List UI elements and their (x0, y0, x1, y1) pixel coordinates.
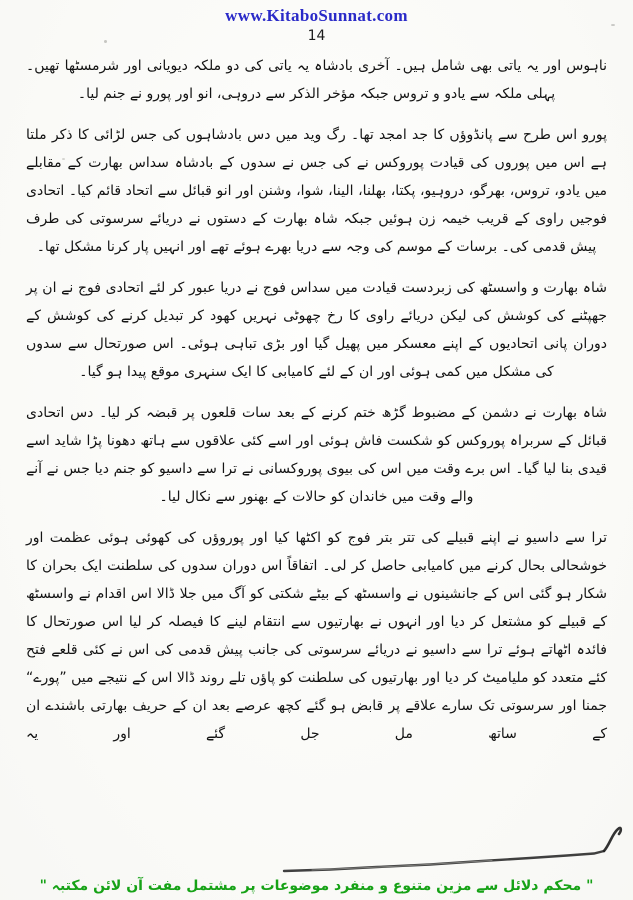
paragraph-5: ترا سے داسیو نے اپنے قبیلے کی تتر بتر فوج کو اکٹھا کیا اور پوروؤں کی کھوئی ہوئی عظمت اور خوشحالی بحال کرنے میں کامیابی حاصل کر لی۔ اتفاقاً اس دوران سدوں کی سلطنت ایک بحران کا شکار ہو گئی اس کے جانشینوں نے واسسٹھ کے بیٹے شکتی کو آگ میں جلا ڈالا اس اقدام نے واسسٹھ کے قبیلے کو مشتعل کر دیا اور انہوں نے بھارتیوں سے انتقام لینے کا فیصلہ کر لیا اس صورتحال کا فائدہ اٹھاتے ہوئے ترا سے داسیو نے دریائے سرسوتی کی جانب پیش قدمی کی اس نے کئی قلعے فتح کئے متعدد کو ملیامیٹ کر دیا اور بھارتیوں کی سلطنت کو پاؤں تلے روند ڈالا اس کے نتیجے میں ”پورے“ جمنا اور سرسوتی تک سارے علاقے پر قابض ہو گئے کچھ عرصے بعد ان کے حریف بھارتی باشندے ان کے ساتھ مل جل گئے اور یہ (26, 530, 607, 742)
body-text-block (26, 52, 607, 830)
paragraph-2: پورو اس طرح سے پانڈوؤں کا جد امجد تھا۔ رگ وید میں دس بادشاہوں کی جس لڑائی کا ذکر ملتا ہے اس میں پوروں کی قیادت پوروکس نے کی جس نے سدوں کے بادشاہ سداس بھارت کے مقابلے میں یادو، تروس، بھرگو، دروہیو، پکتا، بھلنا، الینا، شوا، وشنن اور انو قبائل سے اتحاد قائم کیا۔ اتحادی فوجیں راوی کے قریب خیمہ زن ہوئیں جبکہ شاہ بھارت کے دستوں نے دریائے سرسوتی کی طرف پیش قدمی کی۔ برسات کے موسم کی وجہ سے دریا بھرے ہوئے تھے اور انہیں پار کرنا مشکل تھا۔ (26, 127, 607, 255)
scan-speck (104, 40, 107, 43)
scan-speck (611, 24, 615, 26)
pen-scribble-mark (282, 824, 627, 876)
paragraph-1: ناہوس اور یہ یاتی بھی شامل ہیں۔ آخری بادشاہ یہ یاتی کی دو ملکہ دیویانی اور شرمسٹھا تھیں۔ پہلی ملکہ سے یادو و تروس جبکہ مؤخر الذکر سے دروہی، انو اور پورو نے جنم لیا۔ (26, 58, 607, 102)
watermark-site-url: www.KitaboSunnat.com (225, 6, 408, 25)
scan-speck (62, 158, 65, 160)
footer-slogan: " محکم دلائل سے مزین متنوع و منفرد موضوعات پر مشتمل مفت آن لائن مکتبہ " (39, 878, 594, 894)
paragraph-3: شاہ بھارت و واسسٹھ کی زبردست قیادت میں سداس فوج نے دریا عبور کر لئے اتحادی فوج نے ان پر جھپٹنے کی کوشش کی لیکن دریائے راوی کا رخ چھوٹی نہریں کھود کر تبدیل کرنے کی کوشش کے دوران پانی اتحادیوں کے اپنے معسکر میں پھیل گیا اور بڑی تباہی ہوئی۔ اس صورتحال سے سدوں کی مشکل میں کمی ہوئی اور ان کے لئے کامیابی کا ایک سنہری موقع پیدا ہو گیا۔ (26, 280, 607, 380)
paragraph-4: شاہ بھارت نے دشمن کے مضبوط گڑھ ختم کرنے کے بعد سات قلعوں پر قبضہ کر لیا۔ دس اتحادی قبائل کے سربراہ پوروکس کو شکست فاش ہوئی اور اسے کئی علاقوں سے ہاتھ دھونا پڑا شاید اسے قیدی بنا لیا گیا۔ اس برے وقت میں اس کی بیوی پوروکسانی نے ترا سے داسیو کو جنم دیا جس نے آنے والے وقت میں خاندان کو حالات کے بھنور سے نکال لیا۔ (26, 405, 607, 505)
page-number: 14 (307, 28, 326, 44)
